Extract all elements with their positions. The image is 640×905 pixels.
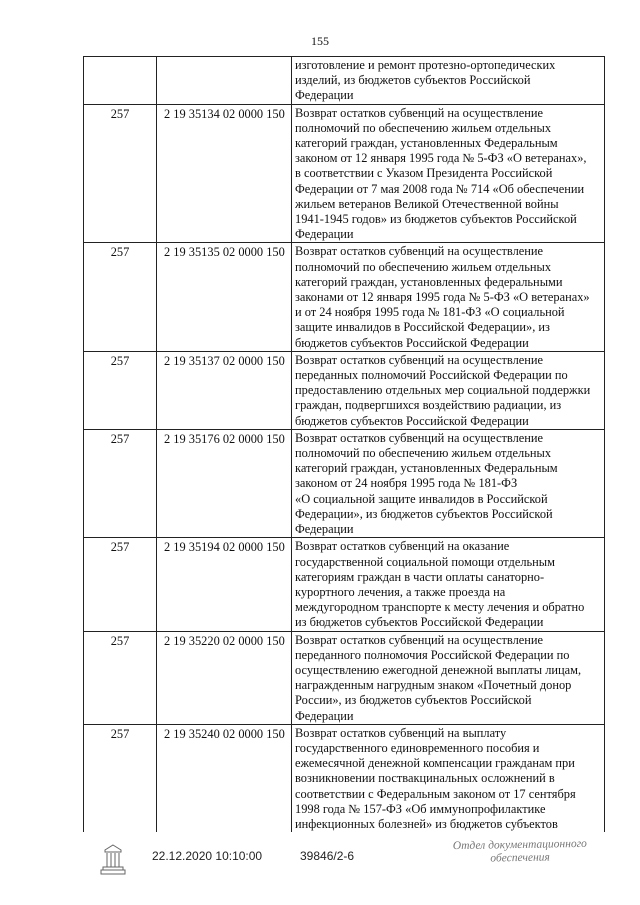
department-stamp: [436, 838, 604, 867]
desc-line: переданных полномочий Российской Федерации по: [295, 368, 568, 383]
desc-line: в соответствии с Указом Президента Российской: [295, 166, 553, 181]
table-row: [84, 104, 605, 243]
cell-num: 257: [84, 631, 157, 724]
desc-line: жильем ветеранов Великой Отечественной войны: [295, 196, 559, 211]
table-row-continuation: [84, 57, 605, 105]
cell-code: 2 19 35134 02 0000 150: [157, 104, 292, 243]
desc-line: Возврат остатков субвенций на осуществление: [295, 244, 544, 259]
cell-num: [84, 57, 157, 105]
desc-line: законом от 12 января 1995 года № 5-ФЗ «О ветеранах»,: [295, 151, 587, 166]
cell-num: 257: [84, 429, 157, 537]
desc-line: возникновении поствакцинальных осложнений в: [295, 771, 555, 786]
table-row: [84, 243, 605, 351]
desc-line: Федерации», из бюджетов субъектов Российской: [295, 506, 553, 521]
budget-codes-table: [83, 56, 605, 832]
desc-line: переданного полномочия Российской Федерации по: [295, 647, 570, 662]
cell-num: 257: [84, 351, 157, 429]
cell-description: [292, 724, 605, 832]
desc-line: категорий граждан, установленных федеральными: [295, 274, 563, 289]
cell-code: [157, 57, 292, 105]
desc-line: Федерации: [295, 88, 354, 103]
desc-line: изготовление и ремонт протезно-ортопедических: [295, 58, 556, 72]
cell-description: [292, 351, 605, 429]
desc-line: Федерации: [295, 522, 354, 537]
cell-code: 2 19 35240 02 0000 150: [157, 724, 292, 832]
cell-num: 257: [84, 104, 157, 243]
cell-description: [292, 631, 605, 724]
desc-line: Возврат остатков субвенций на осуществление: [295, 105, 544, 120]
desc-line: соответствии с Федеральным законом от 17 сентября: [295, 786, 576, 801]
desc-line: ежемесячной денежной компенсации гражданам при: [295, 756, 575, 771]
desc-line: Федерации от 7 мая 2008 года № 714 «Об обеспечении: [295, 181, 585, 196]
desc-line: «О социальной защите инвалидов в Российской: [295, 491, 548, 506]
footer-document-number: 39846/2-6: [300, 849, 355, 863]
cell-code: 2 19 35135 02 0000 150: [157, 243, 292, 351]
desc-line: и от 24 ноября 1995 года № 181-ФЗ «О социальной: [295, 305, 565, 320]
desc-line: 1998 года № 157-ФЗ «Об иммунопрофилактике: [295, 801, 546, 816]
table-row: [84, 351, 605, 429]
cell-num: 257: [84, 538, 157, 631]
desc-line: Возврат остатков субвенций на осуществление: [295, 430, 544, 445]
cell-description: [292, 538, 605, 631]
cell-description: [292, 429, 605, 537]
desc-line: бюджетов субъектов Российской Федерации: [295, 413, 529, 428]
page-footer: [0, 837, 640, 903]
stamp-line: Отдел документационного: [452, 837, 587, 853]
cell-description: [292, 57, 605, 105]
desc-line: полномочий по обеспечению жильем отдельных: [295, 120, 552, 135]
desc-line: Возврат остатков субвенций на выплату: [295, 725, 507, 740]
desc-line: полномочий по обеспечению жильем отдельных: [295, 259, 552, 274]
desc-line: государственного единовременного пособия и: [295, 740, 540, 755]
desc-line: награжденным нагрудным знаком «Почетный донор: [295, 678, 572, 693]
desc-line: междугородном транспорте к месту лечения и обратно: [295, 600, 585, 615]
desc-line: Возврат остатков субвенций на осуществление: [295, 352, 544, 367]
desc-line: бюджетов субъектов Российской Федерации: [295, 335, 529, 350]
cell-code: 2 19 35176 02 0000 150: [157, 429, 292, 537]
desc-line: из бюджетов субъектов Российской Федерации: [295, 615, 544, 630]
desc-line: Федерации: [295, 227, 354, 242]
desc-line: категорий граждан, установленных Федеральным: [295, 136, 558, 151]
footer-datetime: 22.12.2020 10:10:00: [152, 849, 263, 863]
cell-description: [292, 243, 605, 351]
cell-code: 2 19 35220 02 0000 150: [157, 631, 292, 724]
cell-code: 2 19 35194 02 0000 150: [157, 538, 292, 631]
desc-line: законом от 24 ноября 1995 года № 181-ФЗ: [295, 476, 518, 491]
desc-line: категорий граждан, установленных Федеральным: [295, 461, 558, 476]
desc-line: России», из бюджетов субъектов Российской: [295, 693, 532, 708]
desc-line: Возврат остатков субвенций на оказание: [295, 539, 510, 554]
table-row: [84, 724, 605, 832]
desc-line: курортного лечения, а также проезда на: [295, 584, 506, 599]
document-emblem-icon: [100, 843, 126, 877]
desc-line: предоставлению отдельных мер социальной поддержки: [295, 383, 591, 398]
cell-num: 257: [84, 724, 157, 832]
page-number: 155: [311, 34, 329, 48]
table-row: [84, 538, 605, 631]
desc-line: законами от 12 января 1995 года № 5-ФЗ «О ветеранах»: [295, 290, 590, 305]
cell-code: 2 19 35137 02 0000 150: [157, 351, 292, 429]
stamp-line: обеспечения: [490, 851, 550, 865]
desc-line: Возврат остатков субвенций на осуществление: [295, 632, 544, 647]
desc-line: категориям граждан в части оплаты санаторно-: [295, 569, 545, 584]
table-row: [84, 429, 605, 537]
desc-line: 1941-1945 годов» из бюджетов субъектов Российской: [295, 212, 577, 227]
desc-line: защите инвалидов в Российской Федерации», из: [295, 320, 550, 335]
table-row: [84, 631, 605, 724]
desc-line: изделий, из бюджетов субъектов Российской: [295, 73, 531, 88]
desc-line: осуществлению ежегодной денежной выплаты лицам,: [295, 662, 582, 677]
desc-line: Федерации: [295, 708, 354, 723]
desc-line: государственной социальной помощи отдельным: [295, 554, 555, 569]
desc-line: инфекционных болезней» из бюджетов субъектов: [295, 816, 558, 831]
desc-line: граждан, подвергшихся воздействию радиации, из: [295, 398, 562, 413]
desc-line: полномочий по обеспечению жильем отдельных: [295, 446, 552, 461]
cell-num: 257: [84, 243, 157, 351]
cell-description: [292, 104, 605, 243]
